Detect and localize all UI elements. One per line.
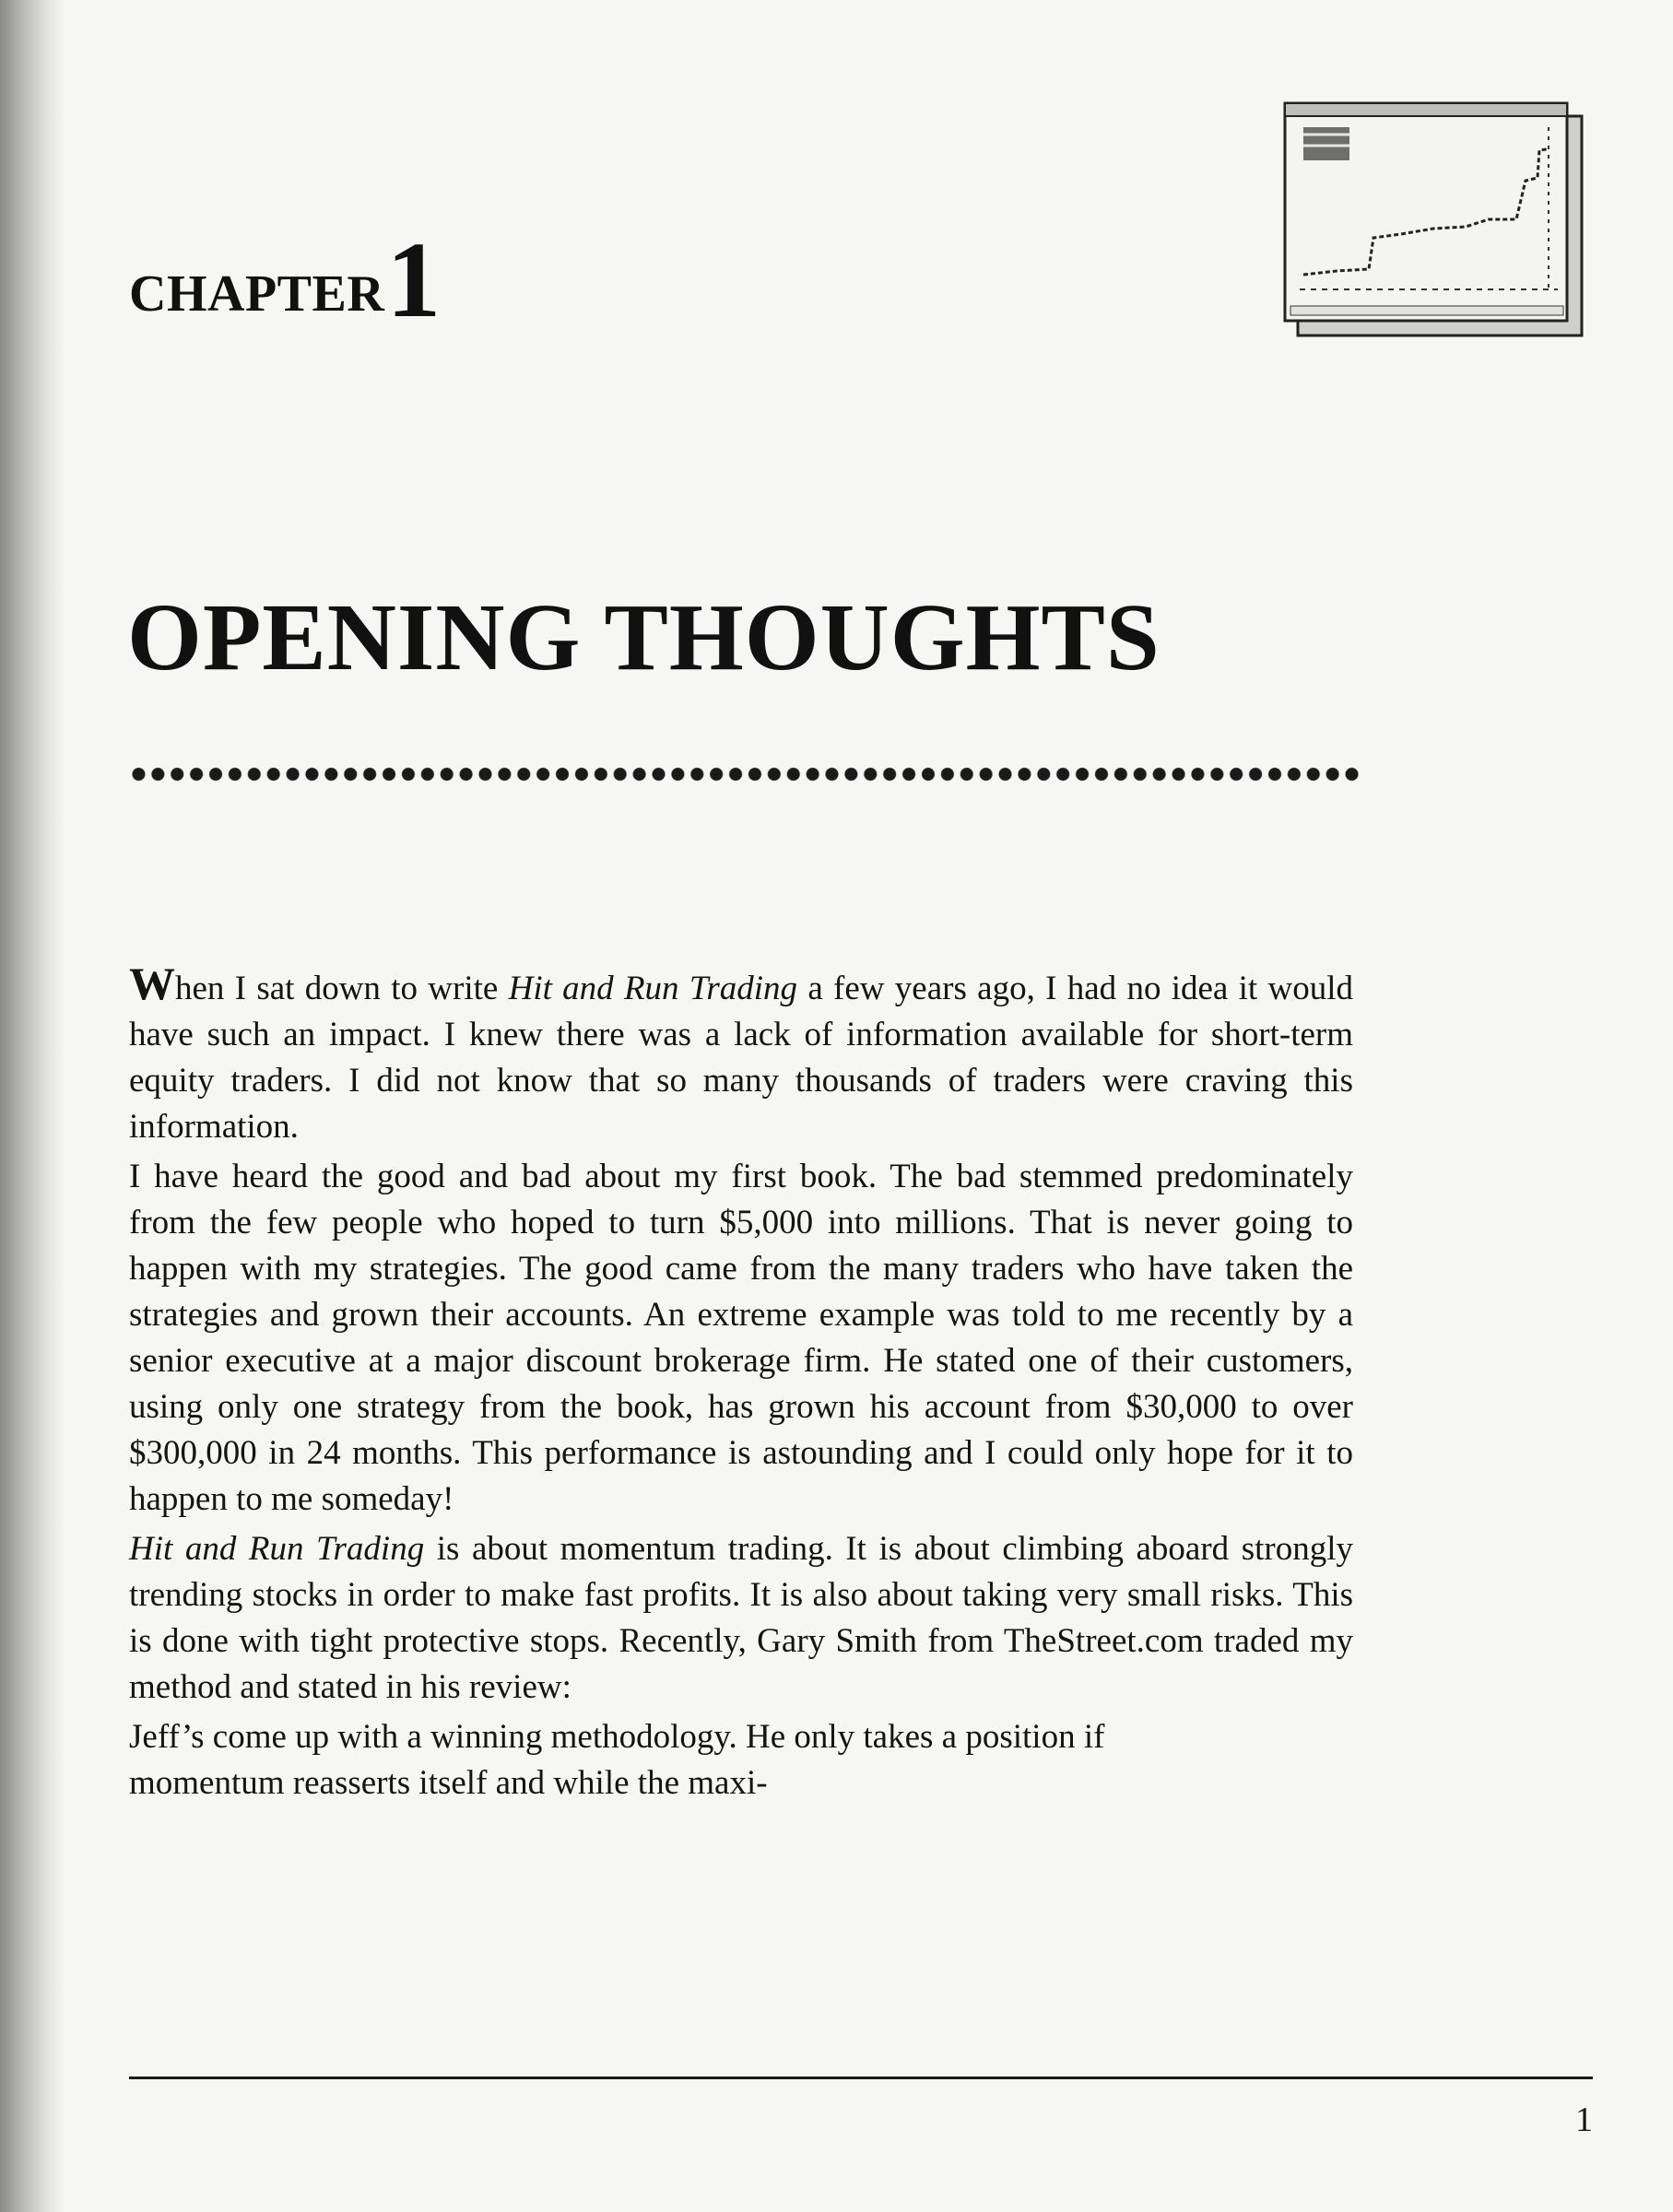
chapter-label xyxy=(129,218,442,343)
stock-chart-window-icon xyxy=(1281,100,1585,339)
paragraph-1-part2: a few years ago, I had no idea it would have such an impact. I knew there was a lack of information available for short-term equity traders. I did not know that so many thousands of traders were craving this information. xyxy=(129,970,1353,1146)
paragraph-3-text: is about momentum trading. It is about climbing aboard strongly trending stocks in order to make fast profits. It is also about taking very small risks. This is done with tight protective stops. Recently, Gary Smith from TheStreet.com traded my method and stated in his review: xyxy=(129,1530,1353,1706)
chapter-title: OPENING THOUGHTS xyxy=(127,584,1160,690)
paragraph-3 xyxy=(129,1526,1353,1711)
chapter-number: 1 xyxy=(386,219,442,340)
paragraph-1-part1: hen I sat down to write xyxy=(175,970,509,1007)
drop-cap: W xyxy=(129,958,175,1009)
paragraph-2: I have heard the good and bad about my first book. The bad stemmed predominately from the few people who hoped to turn $5,000 into millions. That is never going to happen with my strategies. The good came from the many traders who have taken the strategies and grown their accounts. An extreme example was told to me recently by a senior executive at a major discount brokerage firm. He stated one of their customers, using only one strategy from the book, has grown his account from $30,000 to over $300,000 in 24 months. This performance is astounding and I could only hope for it to happen to me someday! xyxy=(129,1158,1353,1518)
window-thumbnail xyxy=(1303,127,1349,160)
footer-rule xyxy=(129,2077,1593,2079)
block-quote: Jeff’s come up with a winning methodology. He only takes a position if momentum reasserts itself and while the maxi- xyxy=(129,1718,1105,1802)
page-edge-shadow xyxy=(0,0,65,2212)
dotted-divider xyxy=(129,767,1364,782)
window-title-bar xyxy=(1285,103,1567,116)
chapter-word: CHAPTER xyxy=(129,265,385,323)
paragraph-1 xyxy=(129,960,1353,1150)
page-number: 1 xyxy=(1575,2100,1593,2139)
window-scrollbar xyxy=(1290,306,1563,315)
body-text xyxy=(129,960,1353,1810)
book-title: Hit and Run Trading xyxy=(508,970,798,1007)
book-title: Hit and Run Trading xyxy=(129,1530,425,1568)
